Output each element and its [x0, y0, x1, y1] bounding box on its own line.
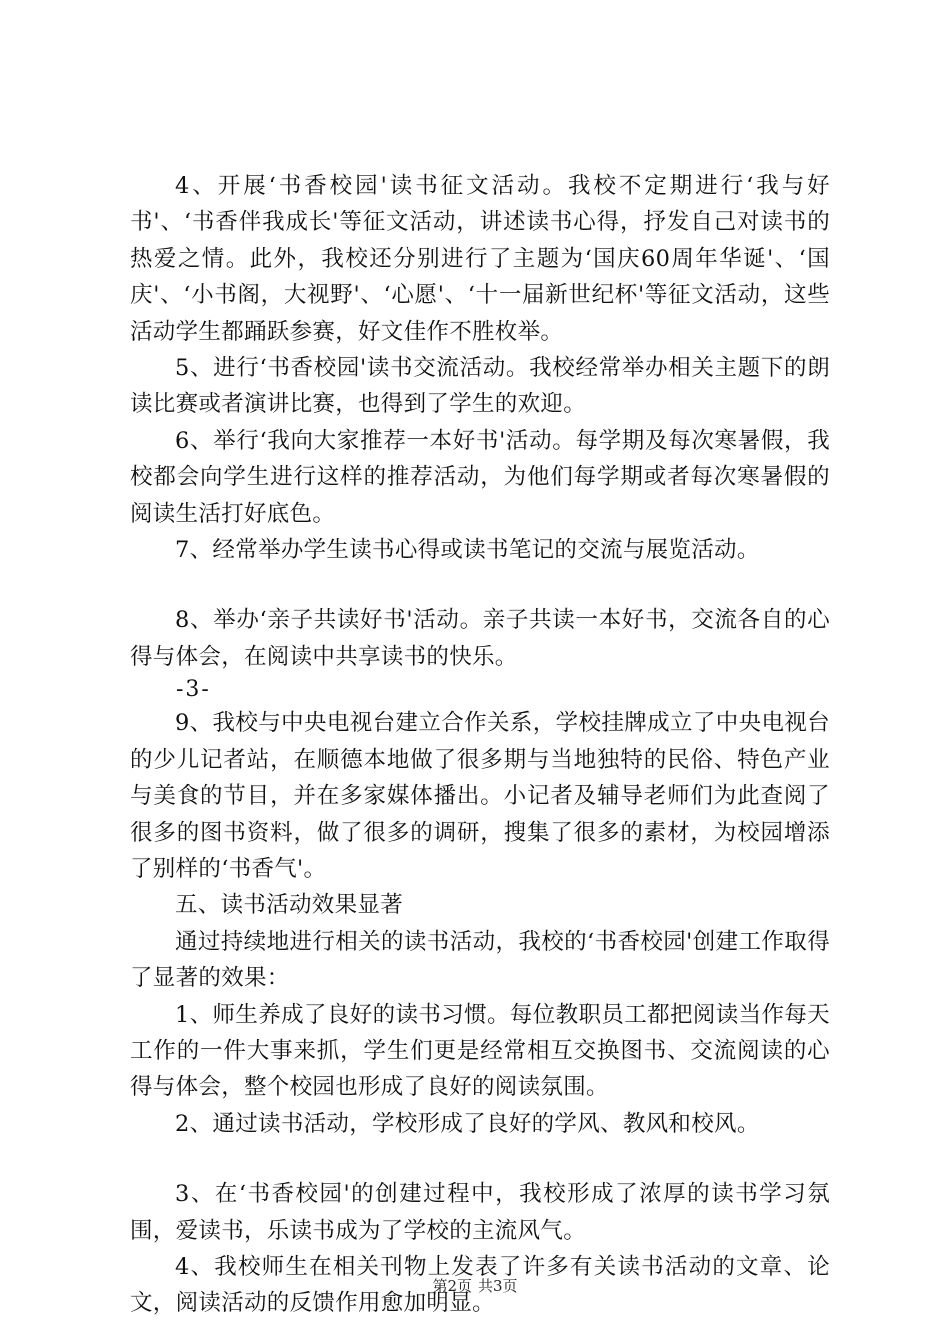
paragraph-results-intro: 通过持续地进行相关的读书活动，我校的‘书香校园'创建工作取得了显著的效果：: [130, 928, 830, 992]
paragraph-result-style: 2、通过读书活动，学校形成了良好的学风、教风和校风。: [175, 1110, 760, 1137]
inline-page-marker: -3-: [176, 677, 211, 703]
page-total-label: 共3页: [478, 1277, 518, 1295]
paragraph-result-habits: 1、师生养成了良好的读书习惯。每位教职员工都把阅读当作每天工作的一件大事来抓，学生们更是经常相互交换图书、交流阅读的心得与体会，整个校园也形成了良好的阅读氛围。: [130, 1001, 830, 1101]
paragraph-essay-activity: 4、开展‘书香校园'读书征文活动。我校不定期进行‘我与好书'、‘书香伴我成长'等征文活动，讲述读书心得，抒发自己对读书的热爱之情。此外，我校还分别进行了主题为‘国庆60周年华诞'、‘国庆'、‘小书阁，大视野'、‘心愿'、‘十一届新世纪杯'等征文活动，这些活动学生都踊跃参赛，好文佳作不胜枚举。: [130, 173, 830, 345]
paragraph-result-publications: 4、我校师生在相关刊物上发表了许多有关读书活动的文章、论文，阅读活动的反馈作用愈加明显。: [130, 1253, 830, 1317]
paragraph-cctv-cooperation: 9、我校与中央电视台建立合作关系，学校挂牌成立了中央电视台的少儿记者站，在顺德本地做了很多期与当地独特的民俗、特色产业与美食的节目，并在多家媒体播出。小记者及辅导老师们为此查阅了很多的图书资料，做了很多的调研，搜集了很多的素材，为校园增添了别样的‘书香气'。: [130, 710, 830, 882]
paragraph-notes-exhibition: 7、经常举办学生读书心得或读书笔记的交流与展览活动。: [175, 537, 760, 564]
page-number-label: 第2页: [432, 1277, 472, 1295]
page-footer: [0, 1276, 950, 1296]
paragraph-exchange-activity: 5、进行‘书香校园'读书交流活动。我校经常举办相关主题下的朗读比赛或者演讲比赛，也得到了学生的欢迎。: [130, 355, 830, 418]
section-heading-results: 五、读书活动效果显著: [175, 892, 404, 919]
paragraph-result-atmosphere: 3、在‘书香校园'的创建过程中，我校形成了浓厚的读书学习氛围，爱读书，乐读书成为了学校的主流风气。: [130, 1181, 830, 1244]
document-body: [130, 168, 830, 1322]
paragraph-parent-child-reading: 8、举办‘亲子共读好书'活动。亲子共读一本好书，交流各自的心得与体会，在阅读中共享读书的快乐。: [130, 607, 830, 670]
paragraph-recommend-activity: 6、举行‘我向大家推荐一本好书'活动。每学期及每次寒暑假，我校都会向学生进行这样的推荐活动，为他们每学期或者每次寒暑假的阅读生活打好底色。: [130, 427, 830, 527]
